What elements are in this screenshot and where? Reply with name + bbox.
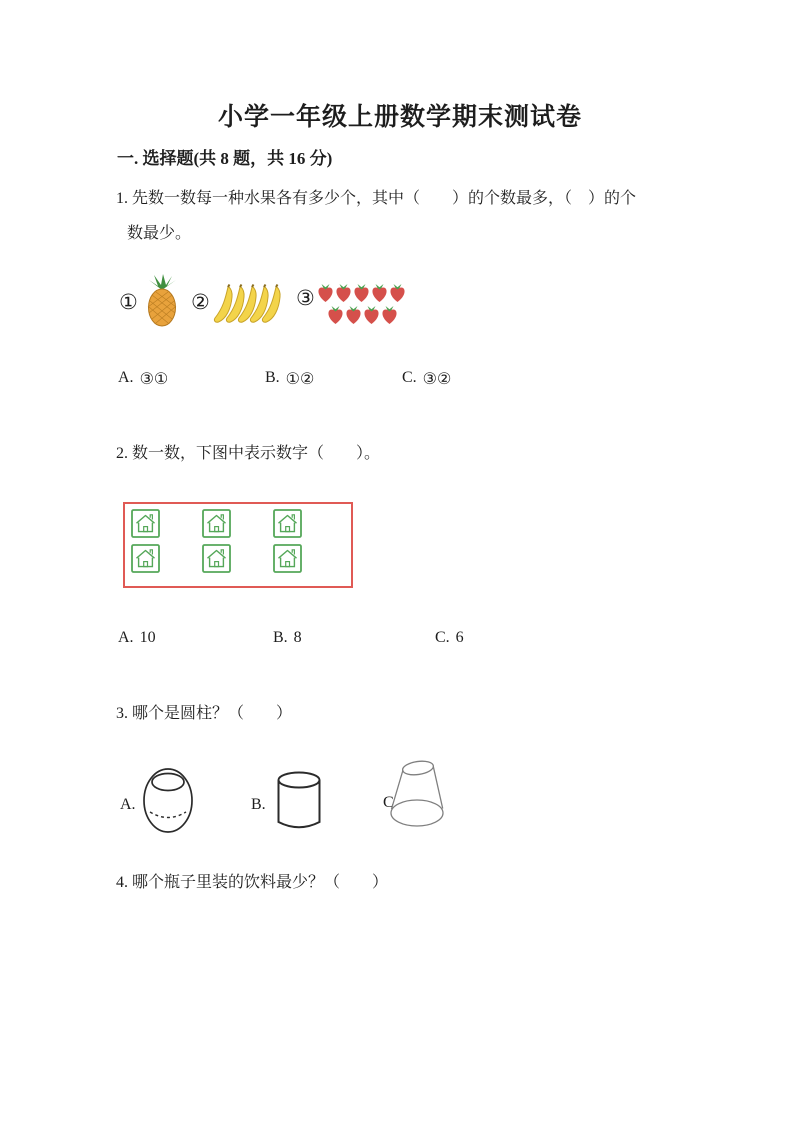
q2-figure-red-box [123,502,353,588]
circled-3-label: ③ [296,286,315,310]
option-value: ③① [139,371,169,388]
frustum-shape-icon [389,756,447,828]
q3-shape-b-label: B. [251,796,266,813]
option-label: A. [118,369,134,386]
cylinder-shape-icon [277,771,321,833]
house-icon [131,544,160,573]
banana-group [212,283,282,326]
circled-1-label: ① [119,290,138,314]
strawberry-icon [345,305,362,325]
q1-option-a [118,369,168,389]
strawberry-icon [317,283,334,303]
option-value: 10 [139,629,156,646]
house-icon [273,544,302,573]
option-label: A. [118,629,134,646]
house-icon [273,509,302,538]
pineapple-icon [142,273,182,327]
strawberry-icon [381,305,398,325]
question-2-text: 2. 数一数，下图中表示数字（ ）。 [116,445,381,462]
house-row-1 [131,509,351,538]
strawberry-icon [335,283,352,303]
q2-option-c [435,629,464,647]
option-label: B. [273,629,288,646]
house-icon [202,509,231,538]
banana-icon [260,283,282,326]
q1-option-b [265,369,314,389]
strawberry-row-1 [317,283,406,303]
q2-option-b [273,629,302,647]
q3-shape-c-label: C [383,794,394,811]
house-icon [202,544,231,573]
option-label: B. [265,369,280,386]
circled-2-label: ② [191,290,210,314]
strawberry-icon [353,283,370,303]
question-1-text-line-2: 数最少。 [127,225,192,242]
q2-option-a [118,629,156,647]
house-row-2 [131,544,351,573]
strawberry-row-2 [327,305,406,325]
strawberry-icon [371,283,388,303]
option-label: C. [402,369,417,386]
q1-option-c [402,369,451,389]
barrel-shape-icon [142,767,194,834]
strawberry-group [317,283,406,325]
question-4-text: 4. 哪个瓶子里装的饮料最少？（ ） [116,874,389,891]
question-1-text-line-1: 1. 先数一数每一种水果各有多少个，其中（ ）的个数最多，（ ）的个 [116,190,637,207]
strawberry-icon [363,305,380,325]
pineapple-group [142,273,182,332]
q3-shape-a-label: A. [120,796,136,813]
option-value: 8 [293,629,302,646]
option-value: ①② [285,371,315,388]
question-3-text: 3. 哪个是圆柱？（ ） [116,705,293,722]
page-title: 小学一年级上册数学期末测试卷 [217,104,582,131]
option-value: 6 [455,629,464,646]
strawberry-icon [327,305,344,325]
strawberry-icon [389,283,406,303]
option-value: ③② [422,371,452,388]
section-heading: 一. 选择题(共 8 题，共 16 分) [117,149,333,168]
house-icon [131,509,160,538]
option-label: C. [435,629,450,646]
